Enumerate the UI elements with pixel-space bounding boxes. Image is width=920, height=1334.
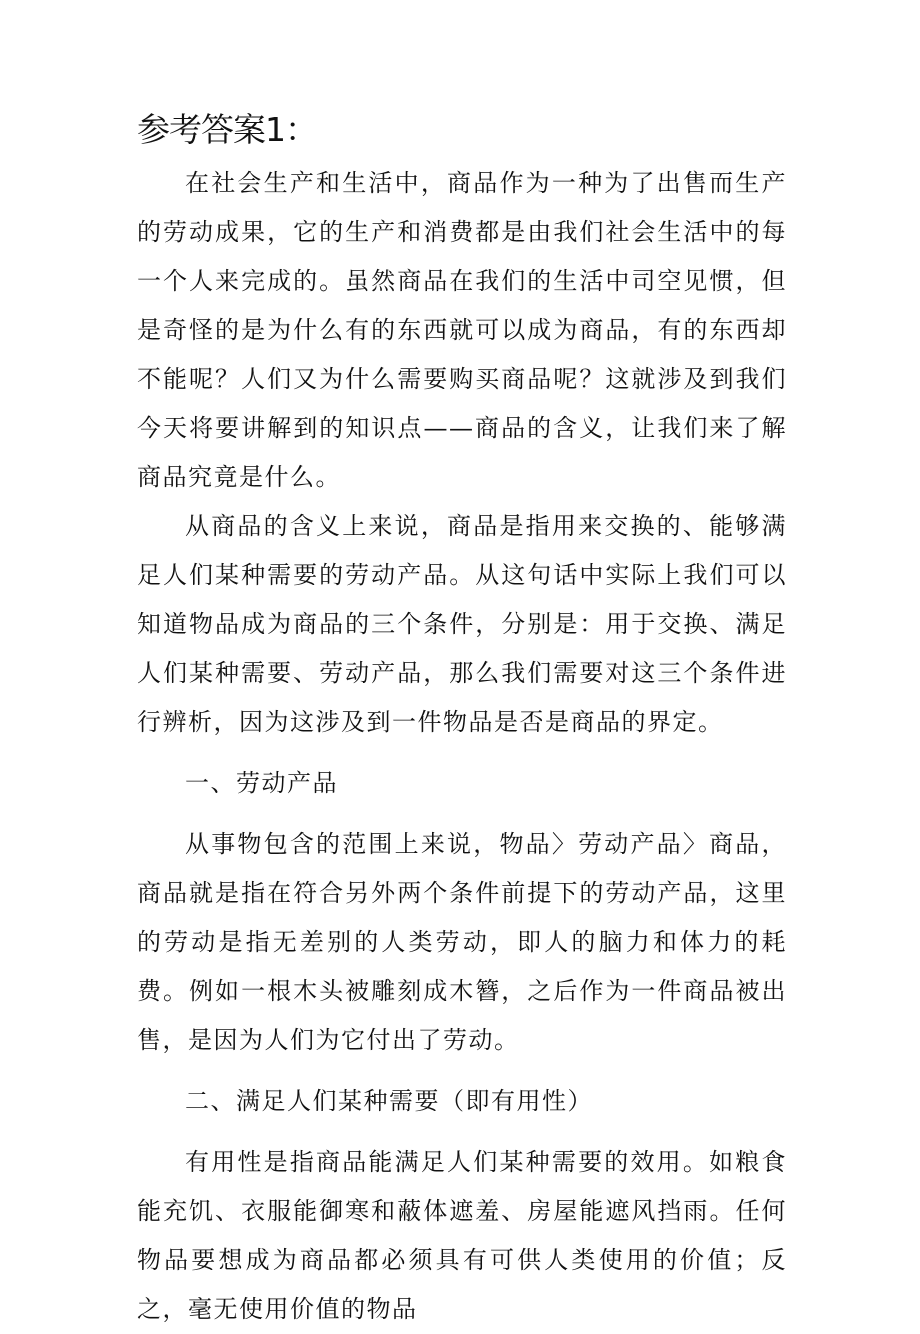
document-body (137, 159, 787, 1334)
document-heading: 参考答案1： (137, 110, 317, 149)
paragraph-labor-product: 从事物包含的范围上来说，物品〉劳动产品〉商品，商品就是指在符合另外两个条件前提下的劳动产品，这里的劳动是指无差别的人类劳动，即人的脑力和体力的耗费。例如一根木头被雕刻成木簪，之后作为一件商品被出售，是因为人们为它付出了劳动。 (137, 830, 787, 1054)
paragraph-usefulness: 有用性是指商品能满足人们某种需要的效用。如粮食能充饥、衣服能御寒和蔽体遮羞、房屋能遮风挡雨。任何物品要想成为商品都必须具有可供人类使用的价值；反之，毫无使用价值的物品 (137, 1148, 787, 1323)
section-heading-labor-product: 一、劳动产品 (185, 769, 338, 797)
section-heading-usefulness: 二、满足人们某种需要（即有用性） (185, 1087, 593, 1115)
paragraph-definition: 从商品的含义上来说，商品是指用来交换的、能够满足人们某种需要的劳动产品。从这句话中实际上我们可以知道物品成为商品的三个条件，分别是：用于交换、满足人们某种需要、劳动产品，那么我们需要对这三个条件进行辨析，因为这涉及到一件物品是否是商品的界定。 (137, 512, 787, 736)
paragraph-intro: 在社会生产和生活中，商品作为一种为了出售而生产的劳动成果，它的生产和消费都是由我们社会生活中的每一个人来完成的。虽然商品在我们的生活中司空见惯，但是奇怪的是为什么有的东西就可以成为商品，有的东西却不能呢？人们又为什么需要购买商品呢？这就涉及到我们今天将要讲解到的知识点——商品的含义，让我们来了解商品究竟是什么。 (137, 169, 787, 491)
